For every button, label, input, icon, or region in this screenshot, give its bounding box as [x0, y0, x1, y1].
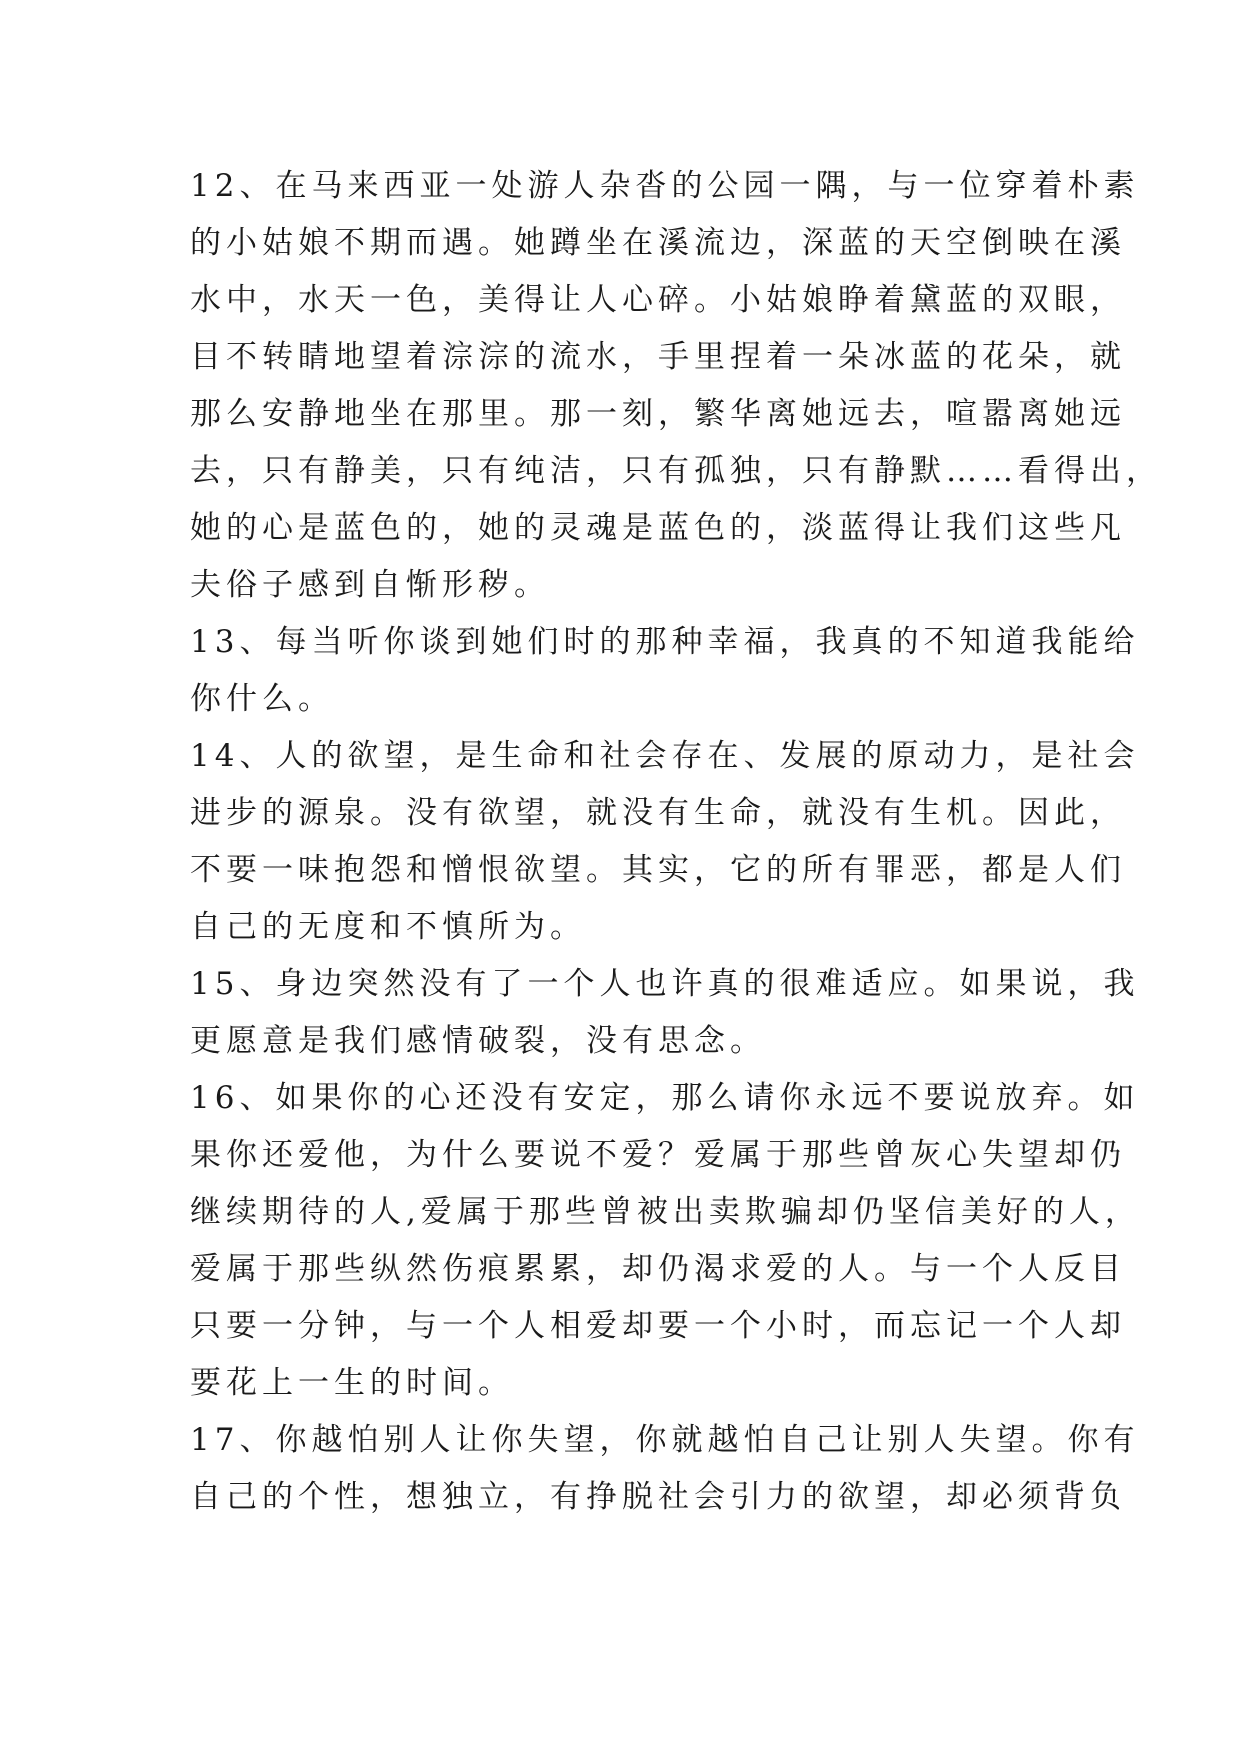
text-line: 13、每当听你谈到她们时的那种幸福，我真的不知道我能给	[190, 624, 1140, 660]
text-line: 夫俗子感到自惭形秽。	[190, 567, 550, 603]
text-line: 要花上一生的时间。	[190, 1365, 514, 1401]
text-line: 12、在马来西亚一处游人杂沓的公园一隅，与一位穿着朴素	[190, 168, 1140, 204]
text-line: 17、你越怕别人让你失望，你就越怕自己让别人失望。你有	[190, 1422, 1140, 1458]
text-line: 果你还爱他，为什么要说不爱？爱属于那些曾灰心失望却仍	[190, 1137, 1126, 1173]
text-line: 进步的源泉。没有欲望，就没有生命，就没有生机。因此，	[190, 795, 1126, 831]
text-line: 的小姑娘不期而遇。她蹲坐在溪流边，深蓝的天空倒映在溪	[190, 225, 1126, 261]
text-line: 14、人的欲望，是生命和社会存在、发展的原动力，是社会	[190, 738, 1140, 774]
text-line: 继续期待的人,爱属于那些曾被出卖欺骗却仍坚信美好的人，	[190, 1194, 1141, 1230]
text-line: 只要一分钟，与一个人相爱却要一个小时，而忘记一个人却	[190, 1308, 1126, 1344]
text-line: 她的心是蓝色的，她的灵魂是蓝色的，淡蓝得让我们这些凡	[190, 510, 1126, 546]
text-line: 自己的无度和不慎所为。	[190, 909, 586, 945]
text-line: 更愿意是我们感情破裂，没有思念。	[190, 1023, 766, 1059]
text-line: 去，只有静美，只有纯洁，只有孤独，只有静默……看得出，	[190, 453, 1162, 489]
text-line: 那么安静地坐在那里。那一刻，繁华离她远去，喧嚣离她远	[190, 396, 1126, 432]
text-line: 16、如果你的心还没有安定，那么请你永远不要说放弃。如	[190, 1080, 1140, 1116]
text-line: 水中，水天一色，美得让人心碎。小姑娘睁着黛蓝的双眼，	[190, 282, 1126, 318]
text-line: 不要一味抱怨和憎恨欲望。其实，它的所有罪恶，都是人们	[190, 852, 1126, 888]
text-line: 你什么。	[190, 681, 334, 717]
document-body	[190, 158, 1162, 1526]
text-line: 自己的个性，想独立，有挣脱社会引力的欲望，却必须背负	[190, 1479, 1126, 1515]
text-line: 目不转睛地望着淙淙的流水，手里捏着一朵冰蓝的花朵，就	[190, 339, 1126, 375]
text-line: 爱属于那些纵然伤痕累累，却仍渴求爱的人。与一个人反目	[190, 1251, 1126, 1287]
text-line: 15、身边突然没有了一个人也许真的很难适应。如果说，我	[190, 966, 1140, 1002]
